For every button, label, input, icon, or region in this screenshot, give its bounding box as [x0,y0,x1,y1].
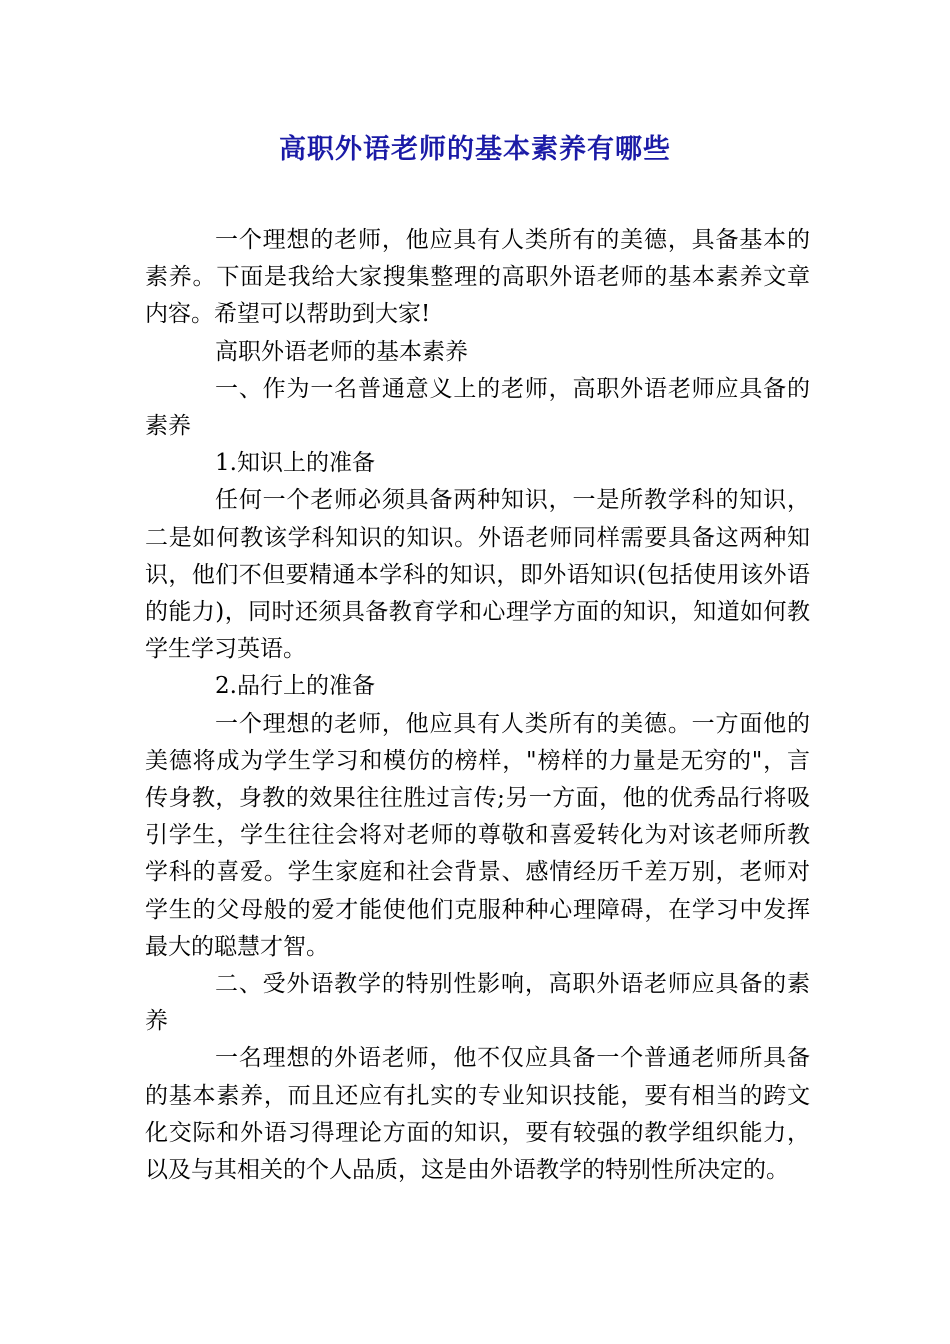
paragraph-heading-one: 一、作为一名普通意义上的老师，高职外语老师应具备的素养 [145,375,810,440]
paragraph-subheading-knowledge: 1.知识上的准备 [215,450,375,477]
paragraph-knowledge: 任何一个老师必须具备两种知识，一是所教学科的知识，二是如何教该学科知识的知识。外语老师同样需要具备这两种知识，他们不但要精通本学科的知识，即外语知识(包括使用该外语的能力)，同时还须具备教育学和心理学方面的知识，知道如何教学生学习英语。 [145,487,810,663]
paragraph-intro: 一个理想的老师，他应具有人类所有的美德，具备基本的素养。下面是我给大家搜集整理的高职外语老师的基本素养文章内容。希望可以帮助到大家! [145,227,810,328]
paragraph-subheading-conduct: 2.品行上的准备 [215,673,375,700]
paragraph-foreign-language: 一名理想的外语老师，他不仅应具备一个普通老师所具备的基本素养，而且还应有扎实的专业知识技能，要有相当的跨文化交际和外语习得理论方面的知识，要有较强的教学组织能力，以及与其相关的个人品质，这是由外语教学的特别性所决定的。 [145,1045,810,1184]
paragraph-heading-two: 二、受外语教学的特别性影响，高职外语老师应具备的素养 [145,971,810,1035]
paragraph-conduct: 一个理想的老师，他应具有人类所有的美德。一方面他的美德将成为学生学习和模仿的榜样，"榜样的力量是无穷的"，言传身教，身教的效果往往胜过言传;另一方面，他的优秀品行将吸引学生，学生往往会将对老师的尊敬和喜爱转化为对该老师所教学科的喜爱。学生家庭和社会背景、感情经历千差万别，老师对学生的父母般的爱才能使他们克服种种心理障碍，在学习中发挥最大的聪慧才智。 [145,710,810,960]
document-title: 高职外语老师的基本素养有哪些 [279,134,671,165]
document-body [145,222,810,1189]
paragraph-section-heading: 高职外语老师的基本素养 [215,338,468,365]
